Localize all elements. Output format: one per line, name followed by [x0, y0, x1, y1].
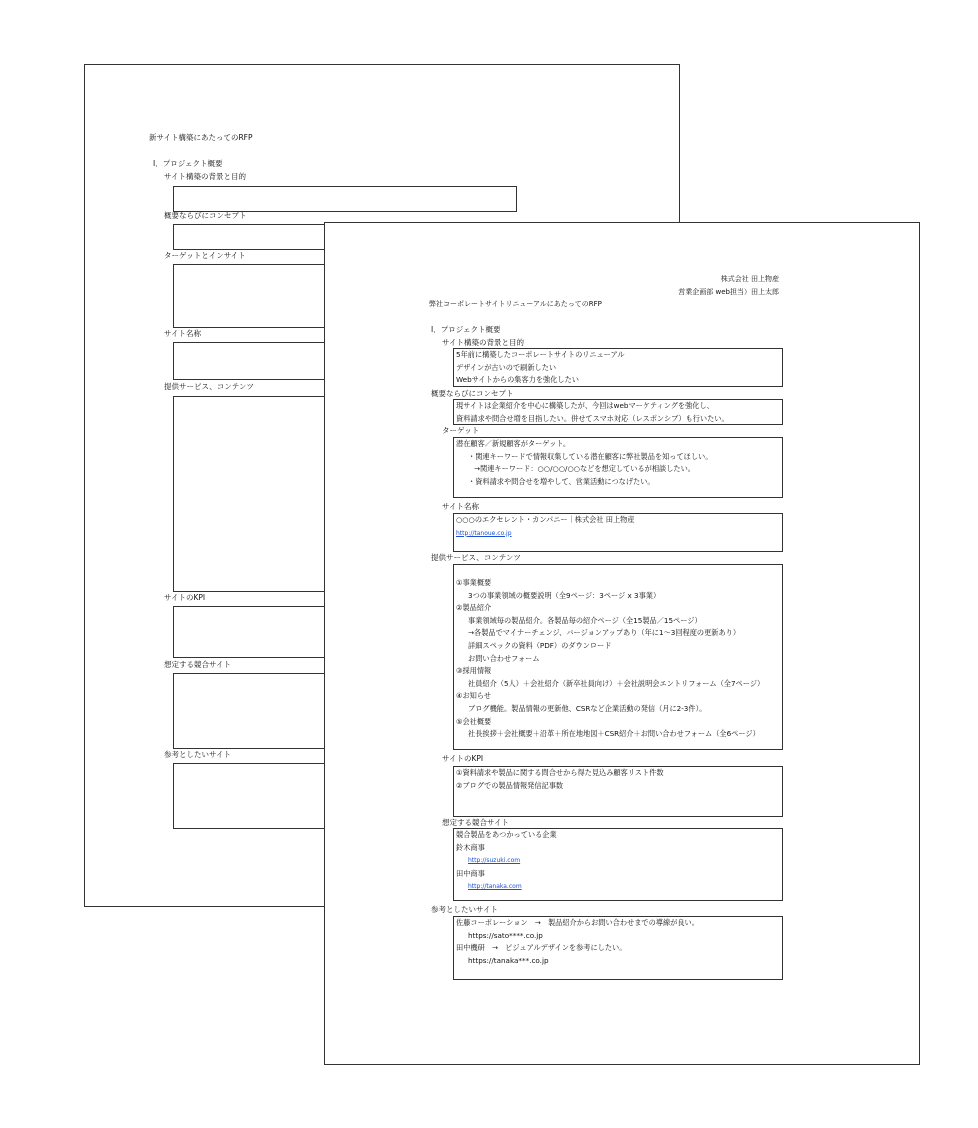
- service-heading: ③採用情報: [456, 666, 492, 676]
- text-line: ②ブログでの製品情報発信記事数: [456, 780, 564, 790]
- section-heading: Ⅰ．プロジェクト概要: [153, 159, 223, 168]
- text-line: 5年前に構築したコーポレートサイトのリニューアル: [456, 350, 625, 359]
- text-line: ①資料請求や製品に関する問合せから得た見込み顧客リスト件数: [456, 768, 664, 777]
- label-site-name: サイト名称: [164, 329, 201, 338]
- reference-name: 田中機研 → ビジュアルデザインを参考にしたい。: [456, 943, 627, 953]
- service-line: 3つの事業領域の概要説明（全9ページ：3ページ x 3事業）: [468, 590, 661, 600]
- text-line: デザインが古いので刷新したい: [456, 362, 557, 372]
- text-line: 現サイトは企業紹介を中心に構築したが、今回はwebマーケティングを強化し、: [456, 401, 714, 410]
- field-references: [453, 916, 783, 980]
- field-concept: [453, 399, 783, 425]
- company-name: 株式会社 田上物産: [720, 275, 779, 283]
- field-background: [453, 348, 783, 387]
- service-line: 事業領域毎の製品紹介。各製品毎の紹介ページ（全15製品／15ページ）: [468, 615, 702, 625]
- field-services: [453, 564, 783, 750]
- site-name-value: ○○○のエクセレント・カンパニー｜株式会社 田上物産: [456, 515, 635, 524]
- reference-name: 佐藤コーポレーション → 製品紹介からお問い合わせまでの導線が良い。: [456, 918, 699, 927]
- page-title: 弊社コーポレートサイトリニューアルにあたってのRFP: [429, 300, 602, 308]
- competitor-name: 田中商事: [456, 868, 485, 878]
- service-heading: ④お知らせ: [456, 691, 491, 701]
- site-url-link[interactable]: http://tanoue.co.jp: [456, 529, 512, 537]
- label-background: サイト構築の背景と目的: [164, 172, 246, 181]
- field-target: [453, 437, 783, 498]
- service-heading: ⑤会社概要: [456, 716, 492, 726]
- label-concept: 概要ならびにコンセプト: [164, 211, 247, 220]
- label-target: ターゲットとインサイト: [164, 251, 246, 260]
- label-competitors: 想定する競合サイト: [164, 660, 231, 669]
- author-line: 営業企画部 web担当）田上太郎: [678, 288, 779, 296]
- label-services: 提供サービス、コンテンツ: [164, 382, 254, 391]
- field-competitors: [453, 828, 783, 901]
- reference-url: https://sato****.co.jp: [468, 930, 543, 940]
- label-kpi: サイトのKPI: [164, 593, 206, 602]
- label-site-name: サイト名称: [442, 502, 479, 511]
- text-line: 潜在顧客／新規顧客がターゲット。: [456, 439, 571, 448]
- text-line: Webサイトからの集客力を強化したい: [456, 375, 579, 385]
- section-heading: Ⅰ．プロジェクト概要: [431, 325, 501, 334]
- service-line: お問い合わせフォーム: [468, 653, 540, 663]
- service-line: 詳細スペックの資料（PDF）のダウンロード: [468, 640, 612, 650]
- service-line: 社長挨拶＋会社概要＋沿革＋所在地地図＋CSR紹介＋お問い合わせフォーム（全6ページ）: [468, 729, 760, 739]
- text-line: ・関連キーワードで情報収集している潜在顧客に弊社製品を知ってほしい。: [468, 451, 713, 461]
- label-background: サイト構築の背景と目的: [442, 338, 524, 347]
- label-concept: 概要ならびにコンセプト: [431, 389, 514, 398]
- field-background: [173, 186, 517, 212]
- text-line: ・資料請求や問合せを増やして、営業活動につなげたい。: [468, 476, 655, 486]
- competitor-name: 鈴木商事: [456, 842, 485, 852]
- label-references: 参考としたいサイト: [164, 750, 231, 759]
- label-references: 参考としたいサイト: [431, 905, 498, 914]
- text-line: →関連キーワード：○○/○○/○○などを想定しているが相談したい。: [474, 464, 695, 474]
- service-heading: ②製品紹介: [456, 603, 492, 613]
- filled-rfp-page: [324, 222, 920, 1065]
- service-line: 社員紹介（5人）＋会社紹介（新卒社員向け）＋会社説明会エントリフォーム（全7ページ）: [468, 678, 765, 688]
- text-line: 競合製品をあつかっている企業: [456, 830, 557, 839]
- competitor-url-link[interactable]: http://tanaka.com: [468, 883, 522, 891]
- label-kpi: サイトのKPI: [442, 754, 484, 763]
- service-heading: ①事業概要: [456, 578, 492, 587]
- competitor-url-link[interactable]: http://suzuki.com: [468, 857, 521, 865]
- label-competitors: 想定する競合サイト: [442, 818, 509, 827]
- field-kpi: [453, 766, 783, 817]
- service-line: →各製品でマイナーチェンジ、バージョンアップあり（年に1～3回程度の更新あり）: [468, 628, 741, 638]
- field-site-name: [453, 513, 783, 552]
- page-title: 新サイト構築にあたってのRFP: [149, 133, 253, 142]
- text-line: 資料請求や問合せ増を目指したい。併せてスマホ対応（レスポンシブ）も行いたい。: [456, 413, 729, 423]
- label-target: ターゲット: [442, 426, 480, 435]
- reference-url: https://tanaka***.co.jp: [468, 955, 549, 965]
- service-line: ブログ機能。製品情報の更新他、CSRなど企業活動の発信（月に2-3件）。: [468, 703, 707, 713]
- label-services: 提供サービス、コンテンツ: [431, 553, 521, 562]
